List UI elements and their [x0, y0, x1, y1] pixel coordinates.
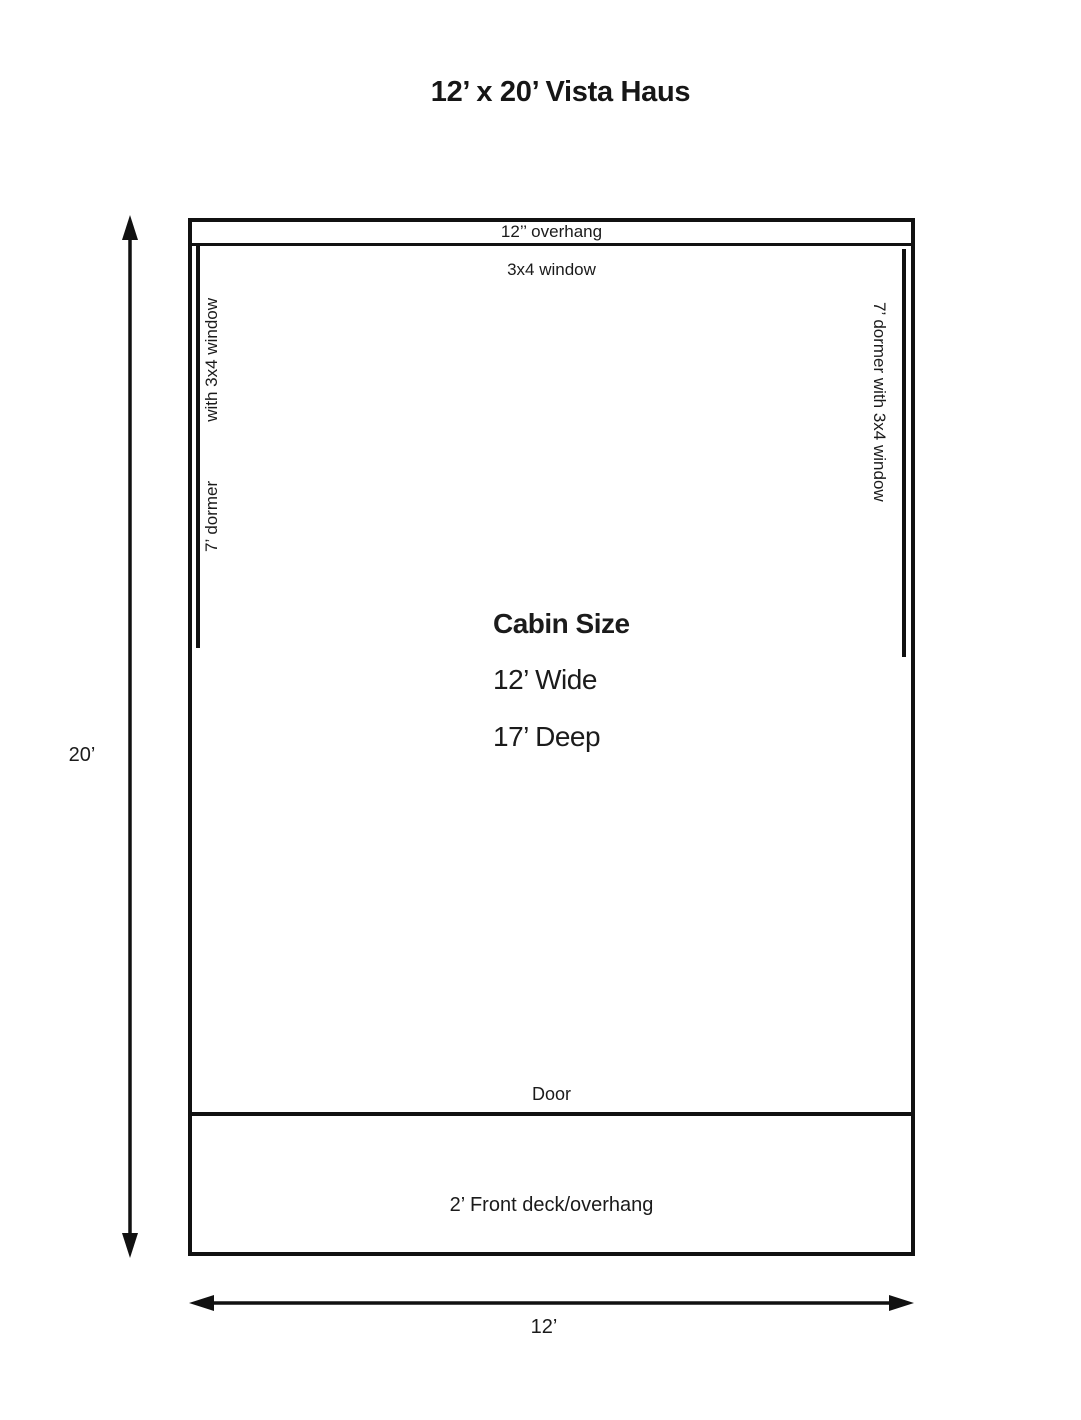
page-title: 12’ x 20’ Vista Haus — [430, 76, 691, 108]
deck-divider-line — [190, 1112, 913, 1116]
cabin-width-text: 12’ Wide — [493, 664, 597, 695]
cabin-size-block — [493, 608, 630, 778]
overall-depth-label: 20’ — [68, 744, 96, 766]
left-dormer-label-part2: with 3x4 window — [202, 298, 221, 422]
left-dormer-line — [196, 245, 200, 648]
cabin-size-heading: Cabin Size — [493, 608, 630, 639]
cabin-depth-text: 17’ Deep — [493, 721, 601, 752]
front-deck-label: 2’ Front deck/overhang — [449, 1194, 654, 1216]
width-arrow — [189, 1295, 914, 1311]
left-dormer-label — [201, 298, 223, 552]
depth-arrow — [122, 215, 138, 1258]
right-dormer-line — [902, 249, 906, 657]
left-dormer-label-part1: 7’ dormer — [202, 480, 221, 552]
overhang-divider-line — [191, 243, 912, 246]
door-label: Door — [531, 1084, 571, 1104]
right-dormer-label: 7’ dormer with 3x4 window — [870, 302, 889, 502]
rear-window-label: 3x4 window — [507, 260, 596, 279]
overall-width-label: 12’ — [530, 1316, 558, 1338]
overhang-label: 12’’ overhang — [500, 222, 603, 241]
